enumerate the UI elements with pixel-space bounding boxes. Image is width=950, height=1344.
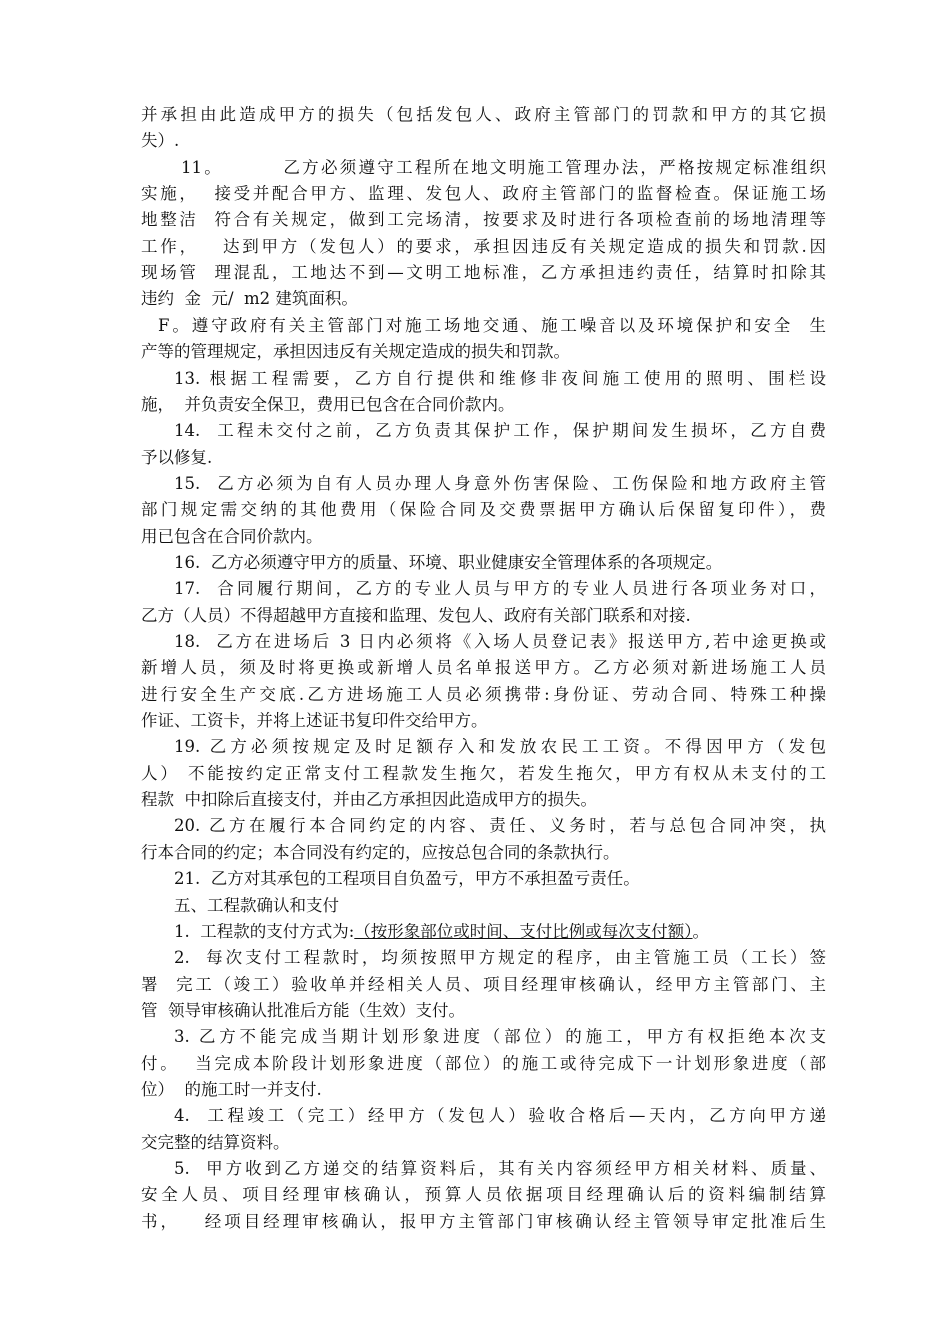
text-line-content: 14. 工程未交付之前，乙方负责其保护工作，保护期间发生损坏，乙方自费 xyxy=(174,421,826,441)
text-line-content: 产等的管理规定，承担因违反有关规定造成的损失和罚款。 xyxy=(141,342,570,362)
text-line xyxy=(158,313,826,339)
text-line xyxy=(141,181,826,207)
text-line xyxy=(141,260,826,286)
text-line-content: 20. 乙方在履行本合同约定的内容、责任、义务时，若与总包合同冲突，执 xyxy=(174,816,826,836)
text-line xyxy=(174,919,826,945)
text-line xyxy=(141,603,826,629)
text-line-content: 予以修复. xyxy=(141,447,213,467)
text-line-content: 付。 当完成本阶段计划形象进度（部位）的施工或待完成下一计划形象进度（部 xyxy=(141,1053,826,1073)
underlined-text: （按形象部位或时间、支付比例或每次支付额） xyxy=(354,921,693,941)
text-line xyxy=(174,1103,826,1129)
text-line-content: 作证、工资卡，并将上述证书复印件交给甲方。 xyxy=(141,711,488,731)
text-line-content: 交完整的结算资料。 xyxy=(141,1132,290,1152)
text-line-content: 19. 乙方必须按规定及时足额存入和发放农民工工资。不得因甲方（发包 xyxy=(174,737,826,757)
text-line xyxy=(174,471,826,497)
text-line xyxy=(174,550,826,576)
text-line-content: 行本合同的约定；本合同没有约定的，应按总包合同的条款执行。 xyxy=(141,842,620,862)
text-line-content: F。遵守政府有关主管部门对施工场地交通、施工噪音以及环境保护和安全 生 xyxy=(158,315,826,335)
text-line-content: 并承担由此造成甲方的损失（包括发包人、政府主管部门的罚款和甲方的其它损 xyxy=(141,105,826,124)
text-line xyxy=(181,155,826,181)
text-line xyxy=(141,761,826,787)
text-line-content: 人） 不能按约定正常支付工程款发生拖欠，若发生拖欠，甲方有权从未支付的工 xyxy=(141,763,826,783)
text-line-content: 2. 每次支付工程款时，均须按照甲方规定的程序，由主管施工员（工长）签 xyxy=(174,948,826,968)
text-line xyxy=(174,813,826,839)
text-line xyxy=(141,1051,826,1077)
text-line xyxy=(141,339,826,365)
text-line-content: 13. 根据工程需要，乙方自行提供和维修非夜间施工使用的照明、围栏设 xyxy=(174,368,826,388)
text-line-content: 3. 乙方不能完成当期计划形象进度（部位）的施工，甲方有权拒绝本次支 xyxy=(174,1027,826,1047)
text-line xyxy=(141,1130,826,1156)
text-line xyxy=(141,128,826,154)
text-line-content: 署 完工（竣工）验收单并经相关人员、项目经理审核确认，经甲方主管部门、主 xyxy=(141,974,826,994)
text-line-content: 地整洁 符合有关规定，做到工完场清，按要求及时进行各项检查前的场地清理等 xyxy=(141,210,826,230)
text-line-tail: 。 xyxy=(692,921,710,941)
text-line-content: 部门规定需交纳的其他费用（保险合同及交费票据甲方确认后保留复印件），费 xyxy=(141,500,826,520)
text-line xyxy=(141,234,826,260)
text-line-content: 程款 中扣除后直接支付，并由乙方承担因此造成甲方的损失。 xyxy=(141,790,597,810)
text-line-content: 4. 工程竣工（完工）经甲方（发包人）验收合格后—天内，乙方向甲方递 xyxy=(174,1106,826,1126)
text-line-content: 安全人员、项目经理审核确认，预算人员依据项目经理确认后的资料编制结算 xyxy=(141,1185,826,1205)
text-line-content: 书， 经项目经理审核确认，报甲方主管部门审核确认经主管领导审定批准后生 xyxy=(141,1211,826,1231)
text-line-content: 实施， 接受并配合甲方、监理、发包人、政府主管部门的监督检查。保证施工场 xyxy=(141,184,826,204)
text-line-content: 管 领导审核确认批准后方能（生效）支付。 xyxy=(141,1000,465,1020)
text-line xyxy=(141,1077,826,1103)
text-line xyxy=(141,708,826,734)
text-line xyxy=(174,945,826,971)
text-line xyxy=(141,497,826,523)
text-line xyxy=(141,972,826,998)
text-line xyxy=(141,840,826,866)
text-line xyxy=(174,1156,826,1182)
text-line xyxy=(141,524,826,550)
text-line xyxy=(141,286,826,312)
text-line-content: 工作， 达到甲方（发包人）的要求，承担因违反有关规定造成的损失和罚款.因 xyxy=(141,236,826,256)
text-line-content: 11。 乙方必须遵守工程所在地文明施工管理办法，严格按规定标准组织 xyxy=(181,157,826,177)
text-line xyxy=(174,576,826,602)
text-line xyxy=(141,1209,826,1235)
text-line-content: 现场管 理混乱，工地达不到—文明工地标准，乙方承担违约责任，结算时扣除其 xyxy=(141,263,826,283)
text-line-content: 施， 并负责安全保卫，费用已包含在合同价款内。 xyxy=(141,394,515,414)
text-line-content: 21. 乙方对其承包的工程项目自负盈亏，甲方不承担盈亏责任。 xyxy=(174,869,640,889)
text-line-content: 16. 乙方必须遵守甲方的质量、环境、职业健康安全管理体系的各项规定。 xyxy=(174,552,723,572)
text-line-content: 失）. xyxy=(141,131,180,151)
text-line xyxy=(174,893,826,919)
text-line-content: 违约 金 元/ m2 建筑面积。 xyxy=(141,289,358,309)
text-line xyxy=(174,629,826,655)
text-line-content: 15. 乙方必须为自有人员办理人身意外伤害保险、工伤保险和地方政府主管 xyxy=(174,473,826,493)
text-line-content: 五、工程款确认和支付 xyxy=(174,895,339,915)
text-line xyxy=(174,366,826,392)
text-line xyxy=(141,787,826,813)
text-line-content: 进行安全生产交底.乙方进场施工人员必须携带:身份证、劳动合同、特殊工种操 xyxy=(141,684,826,704)
text-line xyxy=(174,866,826,892)
text-line xyxy=(141,102,826,128)
text-line-content: 乙方（人员）不得超越甲方直接和监理、发包人、政府有关部门联系和对接. xyxy=(141,605,691,625)
text-line-content: 用已包含在合同价款内。 xyxy=(141,526,323,546)
text-line xyxy=(141,392,826,418)
text-line xyxy=(141,207,826,233)
text-line xyxy=(174,734,826,760)
text-line xyxy=(174,1024,826,1050)
text-line-content: 新增人员，须及时将更换或新增人员名单报送甲方。乙方必须对新进场施工人员 xyxy=(141,658,826,678)
text-line xyxy=(141,682,826,708)
text-line xyxy=(141,655,826,681)
text-line-content: 1. 工程款的支付方式为: xyxy=(174,921,355,941)
text-line-content: 17. 合同履行期间，乙方的专业人员与甲方的专业人员进行各项业务对口， xyxy=(174,579,826,599)
text-line xyxy=(141,445,826,471)
text-line-content: 5. 甲方收到乙方递交的结算资料后，其有关内容须经甲方相关材料、质量、 xyxy=(174,1159,826,1178)
text-line xyxy=(141,998,826,1024)
text-line-content: 位） 的施工时一并支付. xyxy=(141,1079,322,1099)
text-line xyxy=(141,1182,826,1208)
text-line-content: 18. 乙方在进场后 3 日内必须将《入场人员登记表》报送甲方,若中途更换或 xyxy=(174,632,826,651)
text-line xyxy=(174,418,826,444)
